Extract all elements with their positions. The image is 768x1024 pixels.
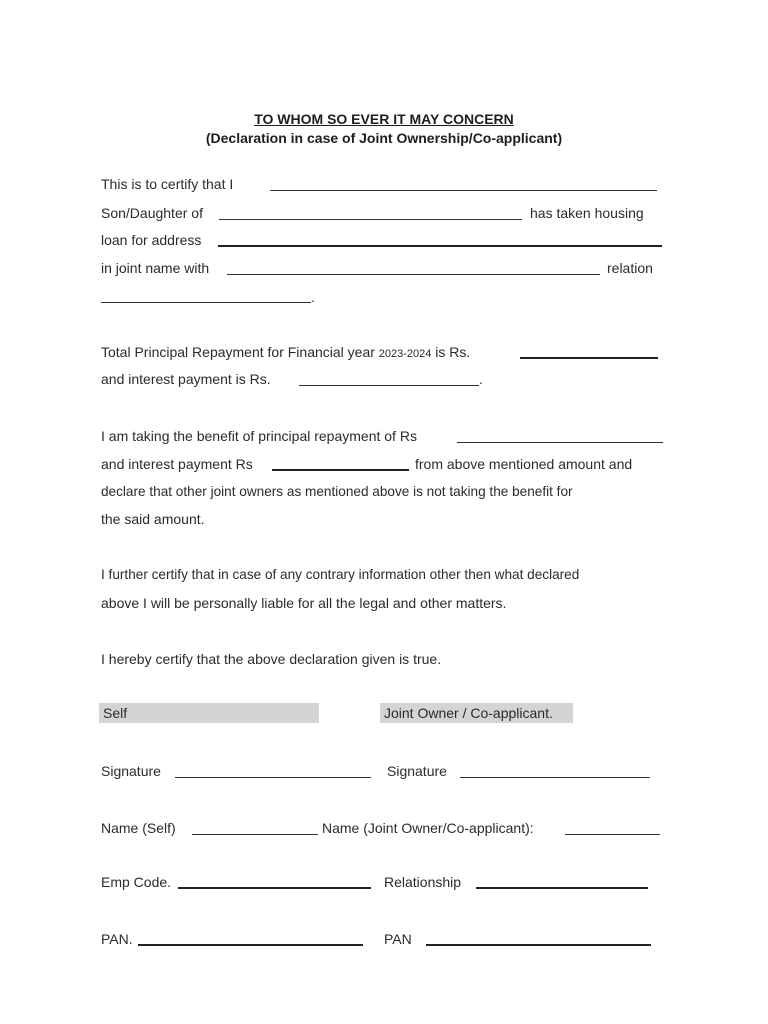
name-self-label: Name (Self) bbox=[101, 820, 176, 836]
pan-self-blank[interactable] bbox=[138, 944, 363, 946]
relation-blank[interactable] bbox=[101, 302, 311, 303]
pan-self-label: PAN. bbox=[101, 931, 133, 947]
son-daughter-of-label: Son/Daughter of bbox=[101, 205, 203, 221]
name-self-blank[interactable] bbox=[192, 834, 318, 835]
parent-name-blank[interactable] bbox=[219, 219, 522, 220]
joint-name-label: in joint name with bbox=[101, 260, 210, 276]
document-subtitle: (Declaration in case of Joint Ownership/Co-applicant) bbox=[205, 130, 563, 146]
principal-repayment-text bbox=[101, 343, 470, 363]
relation-period: . bbox=[311, 289, 315, 305]
principal-repayment-label: Total Principal Repayment for Financial year bbox=[101, 344, 375, 360]
self-label: Self bbox=[103, 705, 128, 721]
signature-joint-blank[interactable] bbox=[460, 777, 650, 778]
housing-loan-text: has taken housing bbox=[530, 205, 644, 221]
loan-address-label: loan for address bbox=[101, 232, 202, 248]
liability-text: above I will be personally liable for all the legal and other matters. bbox=[101, 595, 507, 611]
financial-year-value: 2023-2024 bbox=[378, 348, 432, 360]
signature-joint-label: Signature bbox=[387, 763, 447, 779]
interest-period: . bbox=[479, 371, 483, 387]
joint-name-blank[interactable] bbox=[227, 274, 600, 275]
joint-owner-label: Joint Owner / Co-applicant. bbox=[384, 705, 553, 721]
certify-prefix: This is to certify that I bbox=[101, 176, 234, 192]
relationship-blank[interactable] bbox=[476, 887, 648, 889]
above-amount-text: from above mentioned amount and bbox=[415, 456, 633, 472]
declaration-true-text: I hereby certify that the above declaration given is true. bbox=[101, 651, 442, 667]
relationship-label: Relationship bbox=[384, 874, 462, 890]
interest-amount-blank[interactable] bbox=[299, 385, 479, 386]
interest-payment-label: and interest payment is Rs. bbox=[101, 371, 271, 387]
signature-self-label: Signature bbox=[101, 763, 161, 779]
signature-self-blank[interactable] bbox=[175, 777, 371, 778]
document-title: TO WHOM SO EVER IT MAY CONCERN bbox=[254, 111, 514, 127]
benefit-principal-blank[interactable] bbox=[457, 442, 663, 443]
benefit-interest-label: and interest payment Rs bbox=[101, 456, 253, 472]
principal-rs-label: is Rs. bbox=[435, 344, 471, 360]
address-blank[interactable] bbox=[218, 245, 662, 247]
emp-code-label: Emp Code. bbox=[101, 874, 172, 890]
benefit-principal-text: I am taking the benefit of principal repayment of Rs bbox=[101, 428, 417, 444]
said-amount-text: the said amount. bbox=[101, 511, 205, 527]
benefit-interest-blank[interactable] bbox=[272, 469, 409, 471]
name-blank[interactable] bbox=[270, 190, 657, 191]
pan-joint-blank[interactable] bbox=[426, 944, 651, 946]
name-joint-blank[interactable] bbox=[565, 834, 660, 835]
name-joint-label: Name (Joint Owner/Co-applicant): bbox=[322, 820, 534, 836]
self-header-shade bbox=[99, 703, 319, 723]
relation-label: relation bbox=[607, 260, 653, 276]
further-certify-text: I further certify that in case of any contrary information other then what declared bbox=[101, 567, 580, 582]
emp-code-blank[interactable] bbox=[178, 887, 371, 889]
principal-amount-blank[interactable] bbox=[520, 357, 658, 359]
declare-text: declare that other joint owners as mentioned above is not taking the benefit for bbox=[101, 484, 573, 499]
pan-joint-label: PAN bbox=[384, 931, 412, 947]
